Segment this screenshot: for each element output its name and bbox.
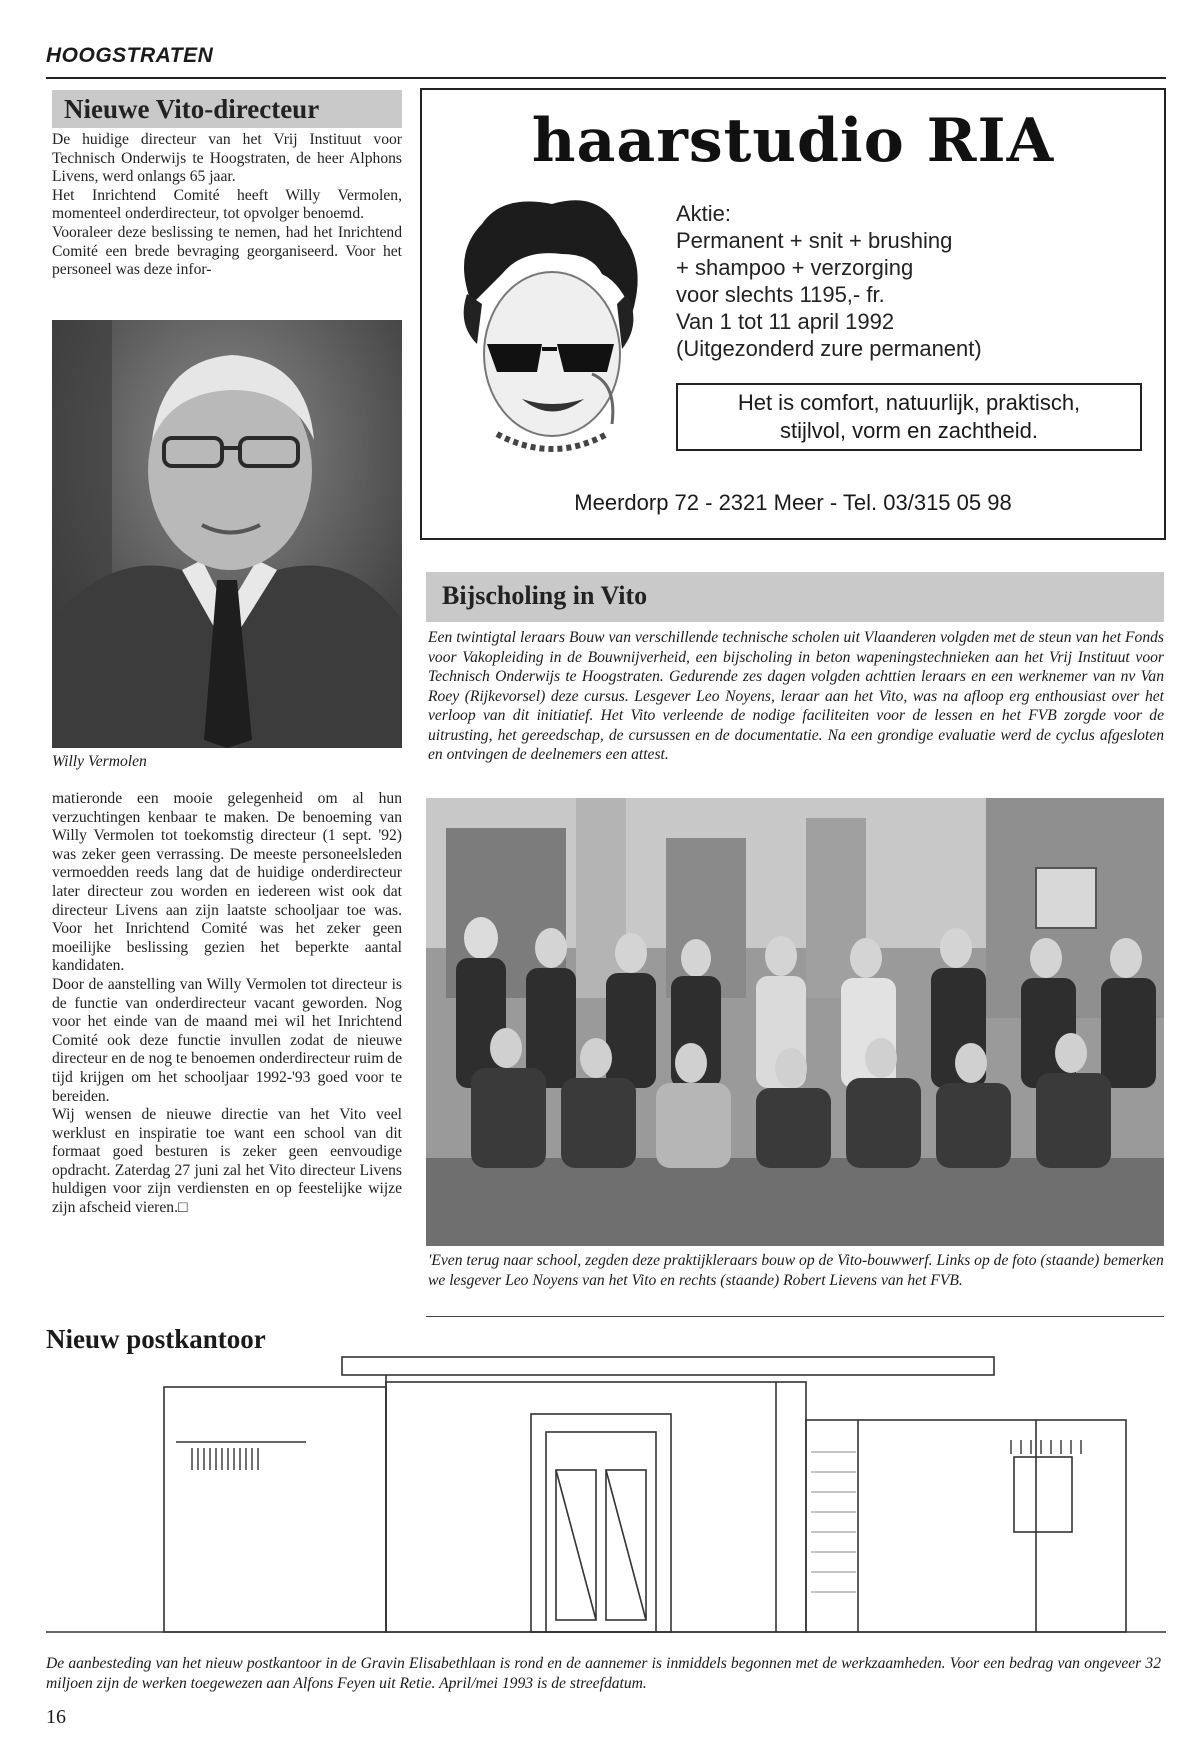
divider bbox=[426, 1316, 1164, 1317]
building-elevation-drawing bbox=[46, 1352, 1166, 1652]
section-tag: HOOGSTRATEN bbox=[46, 44, 214, 67]
article2-body: Een twintigtal leraars Bouw van verschillende technische scholen uit Vlaanderen volgden met de steun van het Fonds voor Vakopleiding in de Bouwnijverheid, een bijscholing in beton wapeningstechnieken aan het Vrij Instituut voor Technisch Onderwijs te Hoogstraten. Gedurende zes dagen volgden achttien leraars en een werknemer van nv Van Roey (Rijkevorsel) deze cursus. Lesgever Leo Noyens, leraar aan het Vito, was na afloop erg enthousiast over het verloop van dit initiatief. Het Vito verleende de nodige faciliteiten voor de lessen en het FVB zorgde voor de uitrusting, het gereedschap, de cursussen en de documentatie. Na een grondige evaluatie werd de cyclus afgesloten en ontvingen de deelnemers een attest. bbox=[428, 629, 1164, 763]
ad-address: Meerdorp 72 - 2321 Meer - Tel. 03/315 05 98 bbox=[574, 490, 1012, 515]
ad-slogan-line: stijlvol, vorm en zachtheid. bbox=[780, 418, 1038, 443]
ad-line: (Uitgezonderd zure permanent) bbox=[676, 336, 982, 361]
article1-paragraph: De huidige directeur van het Vrij Instituut voor Technisch Onderwijs te Hoogstraten, de heer Alphons Livens, werd onlangs 65 jaar. bbox=[52, 131, 402, 186]
model-face-illustration bbox=[442, 194, 657, 474]
ad-offer bbox=[676, 200, 982, 362]
ad-title: haarstudio RIA bbox=[531, 106, 1055, 176]
model-illustration bbox=[442, 194, 657, 474]
ad-line: Permanent + snit + brushing bbox=[676, 228, 953, 253]
article1-bottom-text bbox=[52, 790, 402, 1218]
group-photo-caption: 'Even terug naar school, zegden deze praktijkleraars bouw op de Vito-bouwwerf. Links op de foto (staande) bemerken we lesgever Leo Noyens van het Vito en rechts (staande) Robert Lievens van het FVB. bbox=[428, 1252, 1164, 1289]
postkantoor-drawing bbox=[46, 1352, 1166, 1652]
page-number: 16 bbox=[46, 1706, 66, 1728]
article1-paragraph: Door de aanstelling van Willy Vermolen tot directeur is de functie van onderdirecteur vacant geworden. Nog voor het einde van de maand mei wil het Inrichtend Comité ook deze functie invullen zodat de nieuwe directeur en de nog te benoemen onderdirecteur ruim de tijd krijgen om het schooljaar 1992-'93 goed voor te bereiden. bbox=[52, 975, 402, 1105]
article3-caption: De aanbesteding van het nieuw postkantoor in de Gravin Elisabethlaan is rond en de aannemer is inmiddels begonnen met de werkzaamheden. Voor een bedrag van ongeveer 32 miljoen zijn de werken toegewezen aan Alfons Feyen uit Retie. April/mei 1993 is de streefdatum. bbox=[46, 1655, 1161, 1692]
ad-slogan-line: Het is comfort, natuurlijk, praktisch, bbox=[737, 390, 1081, 415]
article1-paragraph: Vooraleer deze beslissing te nemen, had het Inrichtend Comité een brede bevraging georganiseerd. Voor het personeel was deze infor- bbox=[52, 223, 402, 279]
ad-line: + shampoo + verzorging bbox=[676, 255, 914, 280]
ad-line: Aktie: bbox=[676, 201, 732, 226]
article1-paragraph: Het Inrichtend Comité heeft Willy Vermolen, momenteel onderdirecteur, tot opvolger benoemd. bbox=[52, 186, 402, 223]
top-rule bbox=[46, 77, 1166, 79]
portrait-caption: Willy Vermolen bbox=[52, 753, 147, 770]
article2-heading: Bijscholing in Vito bbox=[426, 572, 1164, 622]
haarstudio-advertisement bbox=[420, 88, 1166, 540]
portrait-illustration bbox=[52, 320, 402, 748]
ad-line: Van 1 tot 11 april 1992 bbox=[676, 309, 895, 334]
article1-top-text bbox=[52, 131, 402, 280]
portrait-photo bbox=[52, 320, 402, 748]
group-photo-illustration bbox=[426, 798, 1164, 1246]
article1-paragraph: Wij wensen de nieuwe directie van het Vito veel werklust en inspiratie toe want een school van dit formaat goed besturen is zeker geen eenvoudige opdracht. Zaterdag 27 juni zal het Vito directeur Livens huldigen voor zijn verdiensten en op feestelijke wijze zijn afscheid vieren.□ bbox=[52, 1106, 402, 1217]
group-photo bbox=[426, 798, 1164, 1246]
ad-line: voor slechts 1195,- fr. bbox=[676, 282, 885, 307]
article3-heading: Nieuw postkantoor bbox=[46, 1324, 266, 1354]
article1-heading: Nieuwe Vito-directeur bbox=[52, 90, 402, 128]
ad-slogan-box bbox=[676, 383, 1142, 451]
article1-paragraph: matieronde een mooie gelegenheid om al hun verzuchtingen kenbaar te maken. De benoeming van Willy Vermolen tot toekomstig directeur (1 sept. '92) was zeker geen verrassing. De meeste personeelsleden vermoedden reeds lang dat de huidige onderdirecteur later directeur zou worden en iedereen wist ook dat directeur Livens aan zijn laatste schooljaar toe was. Voor het Inrichtend Comité was het zeker geen moeilijke beslissing gezien het beperkte aantal kandidaten. bbox=[52, 790, 402, 975]
